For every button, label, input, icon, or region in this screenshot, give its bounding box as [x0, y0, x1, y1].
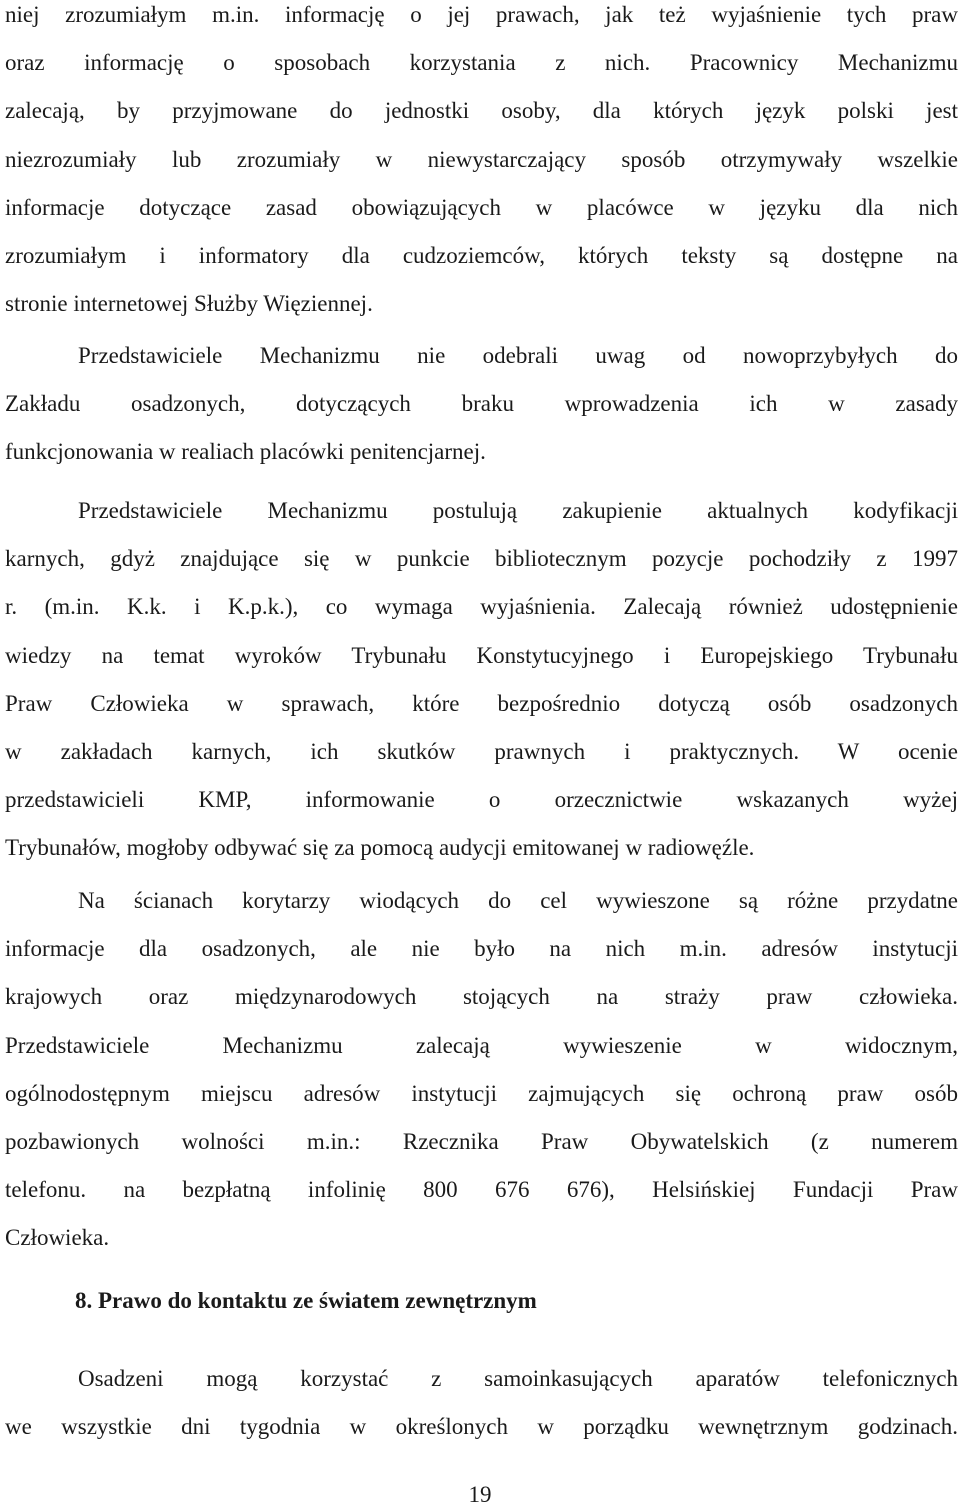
text-line: w zakładach karnych, ich skutków prawnych i praktycznych. W ocenie [5, 738, 958, 764]
paragraph-no-complaints [5, 332, 958, 477]
text-line: krajowych oraz międzynarodowych stojących na straży praw człowieka. [5, 984, 958, 1010]
text-line: funkcjonowania w realiach placówki penitencjarnej. [5, 439, 486, 465]
text-line: we wszystkie dni tygodnia w określonych w porządku wewnętrznym godzinach. [5, 1414, 958, 1440]
paragraph-language-information [5, 0, 958, 328]
text-line: Na ścianach korytarzy wiodących do cel wywieszone są różne przydatne [78, 888, 958, 913]
text-line: stronie internetowej Służby Więziennej. [5, 291, 373, 317]
text-line: r. (m.in. K.k. i K.p.k.), co wymaga wyjaśnienia. Zalecają również udostępnienie [5, 594, 958, 620]
text-line: ogólnodostępnym miejscu adresów instytucji zajmujących się ochroną praw osób [5, 1080, 958, 1106]
text-line: telefonu. na bezpłatną infolinię 800 676 676), Helsińskiej Fundacji Praw [5, 1177, 958, 1203]
paragraph-institution-addresses [5, 877, 958, 1263]
text-line: Osadzeni mogą korzystać z samoinkasujących aparatów telefonicznych [78, 1366, 958, 1391]
text-line: Trybunałów, mogłoby odbywać się za pomocą audycji emitowanej w radiowęźle. [5, 835, 755, 861]
text-line: Przedstawiciele Mechanizmu zalecają wywieszenie w widocznym, [5, 1032, 958, 1058]
text-line: Praw Człowieka w sprawach, które bezpośrednio dotyczą osób osadzonych [5, 690, 958, 716]
text-line: Zakładu osadzonych, dotyczących braku wprowadzenia ich w zasady [5, 391, 958, 417]
paragraph-payphones [5, 1355, 958, 1451]
text-line: Przedstawiciele Mechanizmu postulują zakupienie aktualnych kodyfikacji [78, 498, 958, 523]
text-line: informacje dotyczące zasad obowiązujących w placówce w języku dla nich [5, 194, 958, 220]
paragraph-legal-codes [5, 487, 958, 873]
text-line: karnych, gdyż znajdujące się w punkcie bibliotecznym pozycje pochodziły z 1997 [5, 546, 958, 572]
page-number: 19 [468, 1482, 492, 1507]
text-line: pozbawionych wolności m.in.: Rzecznika Praw Obywatelskich (z numerem [5, 1128, 958, 1154]
text-line: przedstawicieli KMP, informowanie o orzecznictwie wskazanych wyżej [5, 787, 958, 813]
text-line: oraz informację o sposobach korzystania z nich. Pracownicy Mechanizmu [5, 50, 958, 76]
text-line: Przedstawiciele Mechanizmu nie odebrali uwag od nowoprzybyłych do [78, 343, 958, 368]
text-line: zalecają, by przyjmowane do jednostki osoby, dla których język polski jest [5, 98, 958, 124]
text-line: informacje dla osadzonych, ale nie było na nich m.in. adresów instytucji [5, 936, 958, 962]
text-line: niezrozumiały lub zrozumiały w niewystarczający sposób otrzymywały wszelkie [5, 146, 958, 172]
text-line: niej zrozumiałym m.in. informację o jej prawach, jak też wyjaśnienie tych praw [5, 2, 958, 27]
text-line: Człowieka. [5, 1225, 110, 1251]
text-line: wiedzy na temat wyroków Trybunału Konstytucyjnego i Europejskiego Trybunału [5, 642, 958, 668]
section-heading: 8. Prawo do kontaktu ze światem zewnętrznym [75, 1288, 537, 1313]
text-line: zrozumiałym i informatory dla cudzoziemców, których teksty są dostępne na [5, 242, 958, 268]
